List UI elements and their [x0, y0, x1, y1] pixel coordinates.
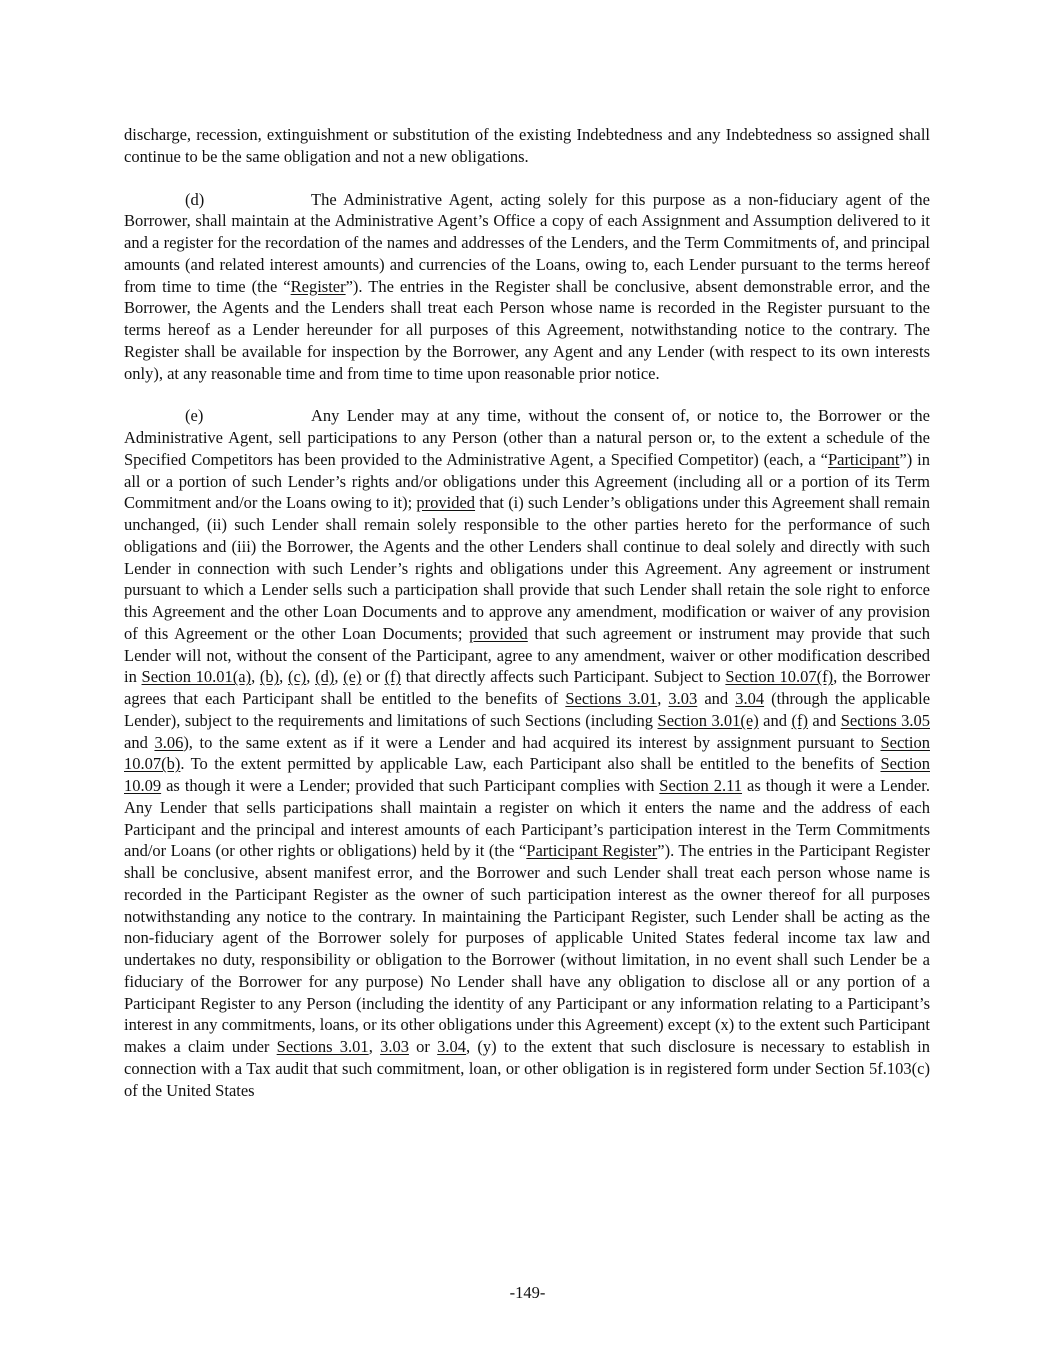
proviso-provided: provided — [416, 493, 476, 513]
section-reference: 3.03 — [380, 1037, 409, 1056]
paragraph-gap — [124, 168, 930, 189]
document-body — [124, 124, 930, 1101]
clause-marker-e: (e) — [185, 406, 204, 426]
section-reference: Sections 3.01 — [276, 1037, 369, 1056]
section-reference: (f) — [791, 710, 808, 730]
section-reference: Section 10.07(b) — [124, 732, 930, 774]
defined-term-register: Register — [290, 276, 346, 296]
section-reference: (e) — [343, 667, 362, 687]
paragraph-e: (e) Any Lender may at any time, without the consent of, or notice to, the Borrower or the Administrative Agent, sell participations to any Person (other than a natural person or, to the extent a schedule of the Specified Competitors has been provided to the Administrative Agent, a Specified Competitor) (each, a “Participant”) in all or a portion of such Lender’s rights and/or obligations under this Agreement (including all or a portion of its Term Commitment and/or the Loans owing to it); provided that (i) such Lender’s obligations under this Agreement shall remain unchanged, (ii) such Lender shall remain solely responsible to the other parties hereto for the performance of such obligations and (iii) the Borrower, the Agents and the other Lenders shall continue to deal solely and directly with such Lender in connection with such Lender’s rights and obligations under this Agreement. Any agreement or instrument pursuant to which a Lender sells such a participation shall provide that such Lender shall retain the sole right to enforce this Agreement and the other Loan Documents and to approve any amendment, modification or waiver of any provision of this Agreement or the other Loan Documents; provided that such agreement or instrument may provide that such Lender will not, without the consent of the Participant, agree to any amendment, waiver or other modification described in Section 10.01(a), (b), (c), (d), (e) or (f) that directly affects such Participant. Subject to Section 10.07(f), the Borrower agrees that each Participant shall be entitled to the benefits of Sections 3.01, 3.03 and 3.04 (through the applicable Lender), subject to the requirements and limitations of such Sections (including Section 3.01(e) and (f) and Sections 3.05 and 3.06), to the same extent as if it were a Lender and had acquired its interest by assignment pursuant to Section 10.07(b). To the extent permitted by applicable Law, each Participant also shall be entitled to the benefits of Section 10.09 as though it were a Lender; provided that such Participant complies with Section 2.11 as though it were a Lender. Any Lender that sells participations shall maintain a register on which it enters the name and the address of each Participant and the principal and interest amounts of each Participant’s participation interest in the Term Commitments and/or Loans (or other rights or obligations) held by it (the “Participant Register”). The entries in the Participant Register shall be conclusive, absent manifest error, and the Borrower and such Lender shall treat each person whose name is recorded in the Participant Register as the owner of such participation interest as the owner thereof for all purposes notwithstanding any notice to the contrary. In maintaining the Participant Register, such Lender shall be acting as the non-fiduciary agent of the Borrower solely for purposes of applicable United States federal income tax law and undertakes no duty, responsibility or obligation to the Borrower (without limitation, in no event shall such Lender be a fiduciary of the Borrower for any purpose) No Lender shall have any obligation to disclose all or any portion of a Participant Register to any Person (including the identity of any Participant or any information relating to a Participant’s interest in any commitments, loans, or its other obligations under this Agreement) except (x) to the extent such Participant makes a claim under Sections 3.01, 3.03 or 3.04, (y) to the extent that such disclosure is necessary to establish in connection with a Tax audit that such commitment, loan, or other obligation is in registered form under Section 5f.103(c) of the United States — [124, 406, 931, 1100]
section-reference: (f) — [384, 667, 402, 687]
clause-marker-d: (d) — [185, 189, 205, 209]
paragraph-continuation — [124, 124, 930, 168]
defined-term-participant-register: Participant Register — [526, 841, 658, 861]
paragraph-d: (d) The Administrative Agent, acting solely for this purpose as a non-fiduciary agent of the Borrower, shall maintain at the Administrative Agent’s Office a copy of each Assignment and Assumption delivered to it and a register for the recordation of the names and addresses of the Lenders, and the Term Commitments of, and principal amounts (and related interest amounts) and currencies of the Loans, owing to, each Lender pursuant to the terms hereof from time to time (the “Register”). The entries in the Register shall be conclusive, absent demonstrable error, and the Borrower, the Agents and the Lenders shall treat each Person whose name is recorded in the Register pursuant to the terms hereof as a Lender hereunder for all purposes of this Agreement, notwithstanding notice to the contrary. The Register shall be available for inspection by the Borrower, any Agent and any Lender (with respect to its own interests only), at any reasonable time and from time to time upon reasonable prior notice. — [124, 189, 930, 383]
proviso-provided: provided — [469, 623, 528, 643]
section-reference: (c) — [287, 667, 307, 687]
section-reference: 3.03 — [668, 689, 698, 708]
defined-term-participant: Participant — [827, 449, 900, 469]
section-reference: Sections 3.01 — [565, 689, 658, 708]
section-reference: Section 10.07(f) — [725, 667, 834, 687]
section-reference: Section 3.01(e) — [657, 710, 759, 730]
paragraph-gap — [124, 384, 930, 405]
section-reference: 3.04 — [437, 1037, 467, 1056]
section-reference: Section 10.01(a) — [141, 667, 252, 687]
paragraph-text: discharge, recession, extinguishment or substitution of the existing Indebtedness and any Indebtedness so assigned shall continue to be the same obligation and not a new obligations. — [124, 125, 930, 166]
section-reference: Section 10.09 — [124, 754, 930, 795]
section-reference: Sections 3.05 — [840, 710, 930, 730]
page-number: -149- — [509, 1283, 546, 1302]
section-reference: Section 2.11 — [659, 776, 743, 795]
section-reference: 3.04 — [735, 689, 765, 708]
section-reference: (d) — [315, 667, 335, 687]
section-reference: (b) — [259, 667, 280, 687]
section-reference: 3.06 — [154, 732, 184, 752]
